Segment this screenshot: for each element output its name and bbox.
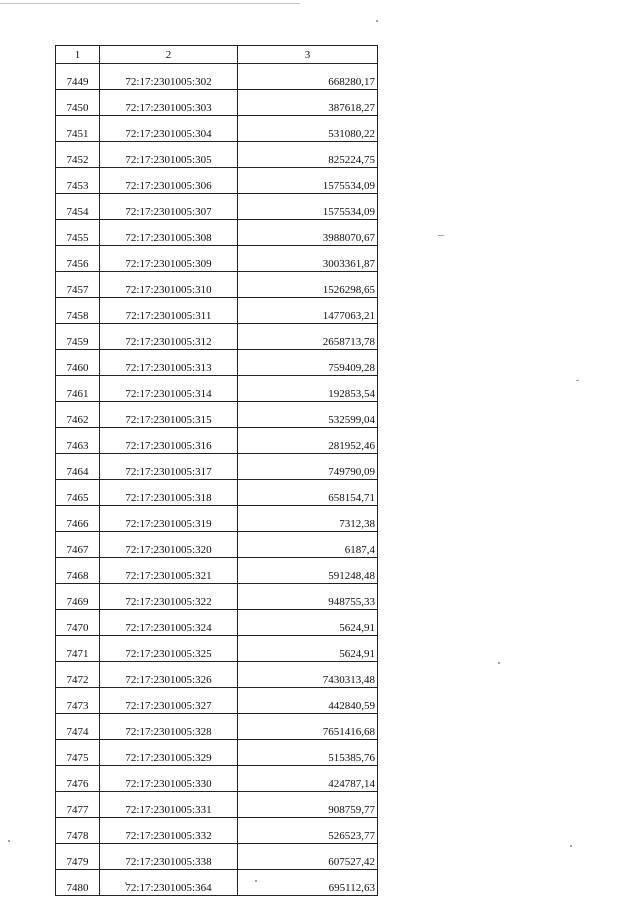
row-number: 7474 <box>56 714 100 740</box>
scan-speck <box>8 840 10 842</box>
row-number: 7479 <box>56 844 100 870</box>
row-number: 7476 <box>56 766 100 792</box>
row-number: 7454 <box>56 194 100 220</box>
scan-speck <box>570 845 572 847</box>
cadastral-number: 72:17:2301005:320 <box>100 532 238 558</box>
row-number: 7458 <box>56 298 100 324</box>
cadastral-number: 72:17:2301005:306 <box>100 168 238 194</box>
table-row <box>56 610 378 636</box>
table-row <box>56 584 378 610</box>
row-number: 7463 <box>56 428 100 454</box>
table-row <box>56 116 378 142</box>
scan-speck <box>576 380 579 381</box>
cadastral-number: 72:17:2301005:305 <box>100 142 238 168</box>
table-row <box>56 90 378 116</box>
table-row <box>56 402 378 428</box>
table-row <box>56 870 378 896</box>
cadastral-value: 607527,42 <box>238 844 378 870</box>
cadastral-value: 387618,27 <box>238 90 378 116</box>
cadastral-number: 72:17:2301005:311 <box>100 298 238 324</box>
cadastral-number: 72:17:2301005:319 <box>100 506 238 532</box>
table-row <box>56 272 378 298</box>
cadastral-number: 72:17:2301005:321 <box>100 558 238 584</box>
cadastral-value: 192853,54 <box>238 376 378 402</box>
cadastral-number: 72:17:2301005:309 <box>100 246 238 272</box>
cadastral-number: 72:17:2301005:313 <box>100 350 238 376</box>
row-number: 7475 <box>56 740 100 766</box>
cadastral-value: 1477063,21 <box>238 298 378 324</box>
row-number: 7461 <box>56 376 100 402</box>
table-row <box>56 636 378 662</box>
cadastral-number: 72:17:2301005:315 <box>100 402 238 428</box>
row-number: 7453 <box>56 168 100 194</box>
cadastral-value-table <box>55 45 378 896</box>
column-header-cadastral-number: 2 <box>100 46 238 64</box>
table-header-row <box>56 46 378 64</box>
cadastral-number: 72:17:2301005:318 <box>100 480 238 506</box>
table-row <box>56 688 378 714</box>
cadastral-number: 72:17:2301005:304 <box>100 116 238 142</box>
cadastral-value: 695112,63 <box>238 870 378 896</box>
cadastral-number: 72:17:2301005:312 <box>100 324 238 350</box>
table-row <box>56 766 378 792</box>
table-row <box>56 844 378 870</box>
table-row <box>56 142 378 168</box>
table-row <box>56 350 378 376</box>
cadastral-value: 759409,28 <box>238 350 378 376</box>
cadastral-value: 6187,4 <box>238 532 378 558</box>
scan-speck <box>498 662 500 664</box>
cadastral-value: 7430313,48 <box>238 662 378 688</box>
cadastral-value: 1575534,09 <box>238 194 378 220</box>
scan-speck <box>438 235 444 236</box>
cadastral-value: 526523,77 <box>238 818 378 844</box>
table-row <box>56 246 378 272</box>
table-row <box>56 454 378 480</box>
row-number: 7457 <box>56 272 100 298</box>
table-row <box>56 714 378 740</box>
table-row <box>56 298 378 324</box>
row-number: 7456 <box>56 246 100 272</box>
cadastral-value: 749790,09 <box>238 454 378 480</box>
row-number: 7450 <box>56 90 100 116</box>
row-number: 7478 <box>56 818 100 844</box>
cadastral-number: 72:17:2301005:302 <box>100 64 238 90</box>
table-row <box>56 324 378 350</box>
table-row <box>56 194 378 220</box>
table-body <box>56 64 378 896</box>
row-number: 7460 <box>56 350 100 376</box>
table-row <box>56 220 378 246</box>
scan-edge-artifact <box>0 0 300 4</box>
cadastral-number: 72:17:2301005:310 <box>100 272 238 298</box>
cadastral-number: 72:17:2301005:314 <box>100 376 238 402</box>
cadastral-value: 442840,59 <box>238 688 378 714</box>
cadastral-value: 2658713,78 <box>238 324 378 350</box>
scan-speck <box>376 20 378 22</box>
cadastral-number: 72:17:2301005:328 <box>100 714 238 740</box>
row-number: 7466 <box>56 506 100 532</box>
table-row <box>56 480 378 506</box>
row-number: 7452 <box>56 142 100 168</box>
row-number: 7449 <box>56 64 100 90</box>
table-row <box>56 662 378 688</box>
cadastral-value: 5624,91 <box>238 636 378 662</box>
row-number: 7477 <box>56 792 100 818</box>
table-row <box>56 168 378 194</box>
row-number: 7455 <box>56 220 100 246</box>
column-header-value: 3 <box>238 46 378 64</box>
cadastral-value: 1575534,09 <box>238 168 378 194</box>
cadastral-number: 72:17:2301005:338 <box>100 844 238 870</box>
table-row <box>56 740 378 766</box>
cadastral-value: 532599,04 <box>238 402 378 428</box>
table-row <box>56 376 378 402</box>
cadastral-number: 72:17:2301005:327 <box>100 688 238 714</box>
cadastral-number: 72:17:2301005:326 <box>100 662 238 688</box>
cadastral-number: 72:17:2301005:324 <box>100 610 238 636</box>
cadastral-number: 72:17:2301005:364 <box>100 870 238 896</box>
cadastral-value: 3988070,67 <box>238 220 378 246</box>
cadastral-number: 72:17:2301005:316 <box>100 428 238 454</box>
row-number: 7470 <box>56 610 100 636</box>
cadastral-value: 908759,77 <box>238 792 378 818</box>
row-number: 7469 <box>56 584 100 610</box>
row-number: 7473 <box>56 688 100 714</box>
cadastral-number: 72:17:2301005:307 <box>100 194 238 220</box>
cadastral-value: 1526298,65 <box>238 272 378 298</box>
row-number: 7465 <box>56 480 100 506</box>
cadastral-number: 72:17:2301005:329 <box>100 740 238 766</box>
row-number: 7472 <box>56 662 100 688</box>
table-row <box>56 506 378 532</box>
cadastral-value: 3003361,87 <box>238 246 378 272</box>
table-row <box>56 792 378 818</box>
cadastral-number: 72:17:2301005:330 <box>100 766 238 792</box>
table-row <box>56 428 378 454</box>
column-header-number: 1 <box>56 46 100 64</box>
row-number: 7451 <box>56 116 100 142</box>
cadastral-value: 5624,91 <box>238 610 378 636</box>
cadastral-value: 281952,46 <box>238 428 378 454</box>
cadastral-number: 72:17:2301005:303 <box>100 90 238 116</box>
cadastral-number: 72:17:2301005:332 <box>100 818 238 844</box>
table-row <box>56 558 378 584</box>
row-number: 7471 <box>56 636 100 662</box>
cadastral-value: 591248,48 <box>238 558 378 584</box>
table-row <box>56 64 378 90</box>
cadastral-value: 948755,33 <box>238 584 378 610</box>
row-number: 7462 <box>56 402 100 428</box>
cadastral-value: 424787,14 <box>238 766 378 792</box>
row-number: 7468 <box>56 558 100 584</box>
cadastral-number: 72:17:2301005:322 <box>100 584 238 610</box>
row-number: 7459 <box>56 324 100 350</box>
row-number: 7467 <box>56 532 100 558</box>
cadastral-value: 658154,71 <box>238 480 378 506</box>
row-number: 7464 <box>56 454 100 480</box>
cadastral-number: 72:17:2301005:331 <box>100 792 238 818</box>
cadastral-number: 72:17:2301005:317 <box>100 454 238 480</box>
cadastral-value: 668280,17 <box>238 64 378 90</box>
cadastral-value: 515385,76 <box>238 740 378 766</box>
row-number: 7480 <box>56 870 100 896</box>
cadastral-number: 72:17:2301005:325 <box>100 636 238 662</box>
cadastral-value: 7651416,68 <box>238 714 378 740</box>
cadastral-value: 7312,38 <box>238 506 378 532</box>
table-row <box>56 818 378 844</box>
cadastral-value: 825224,75 <box>238 142 378 168</box>
table-row <box>56 532 378 558</box>
cadastral-number: 72:17:2301005:308 <box>100 220 238 246</box>
cadastral-value: 531080,22 <box>238 116 378 142</box>
